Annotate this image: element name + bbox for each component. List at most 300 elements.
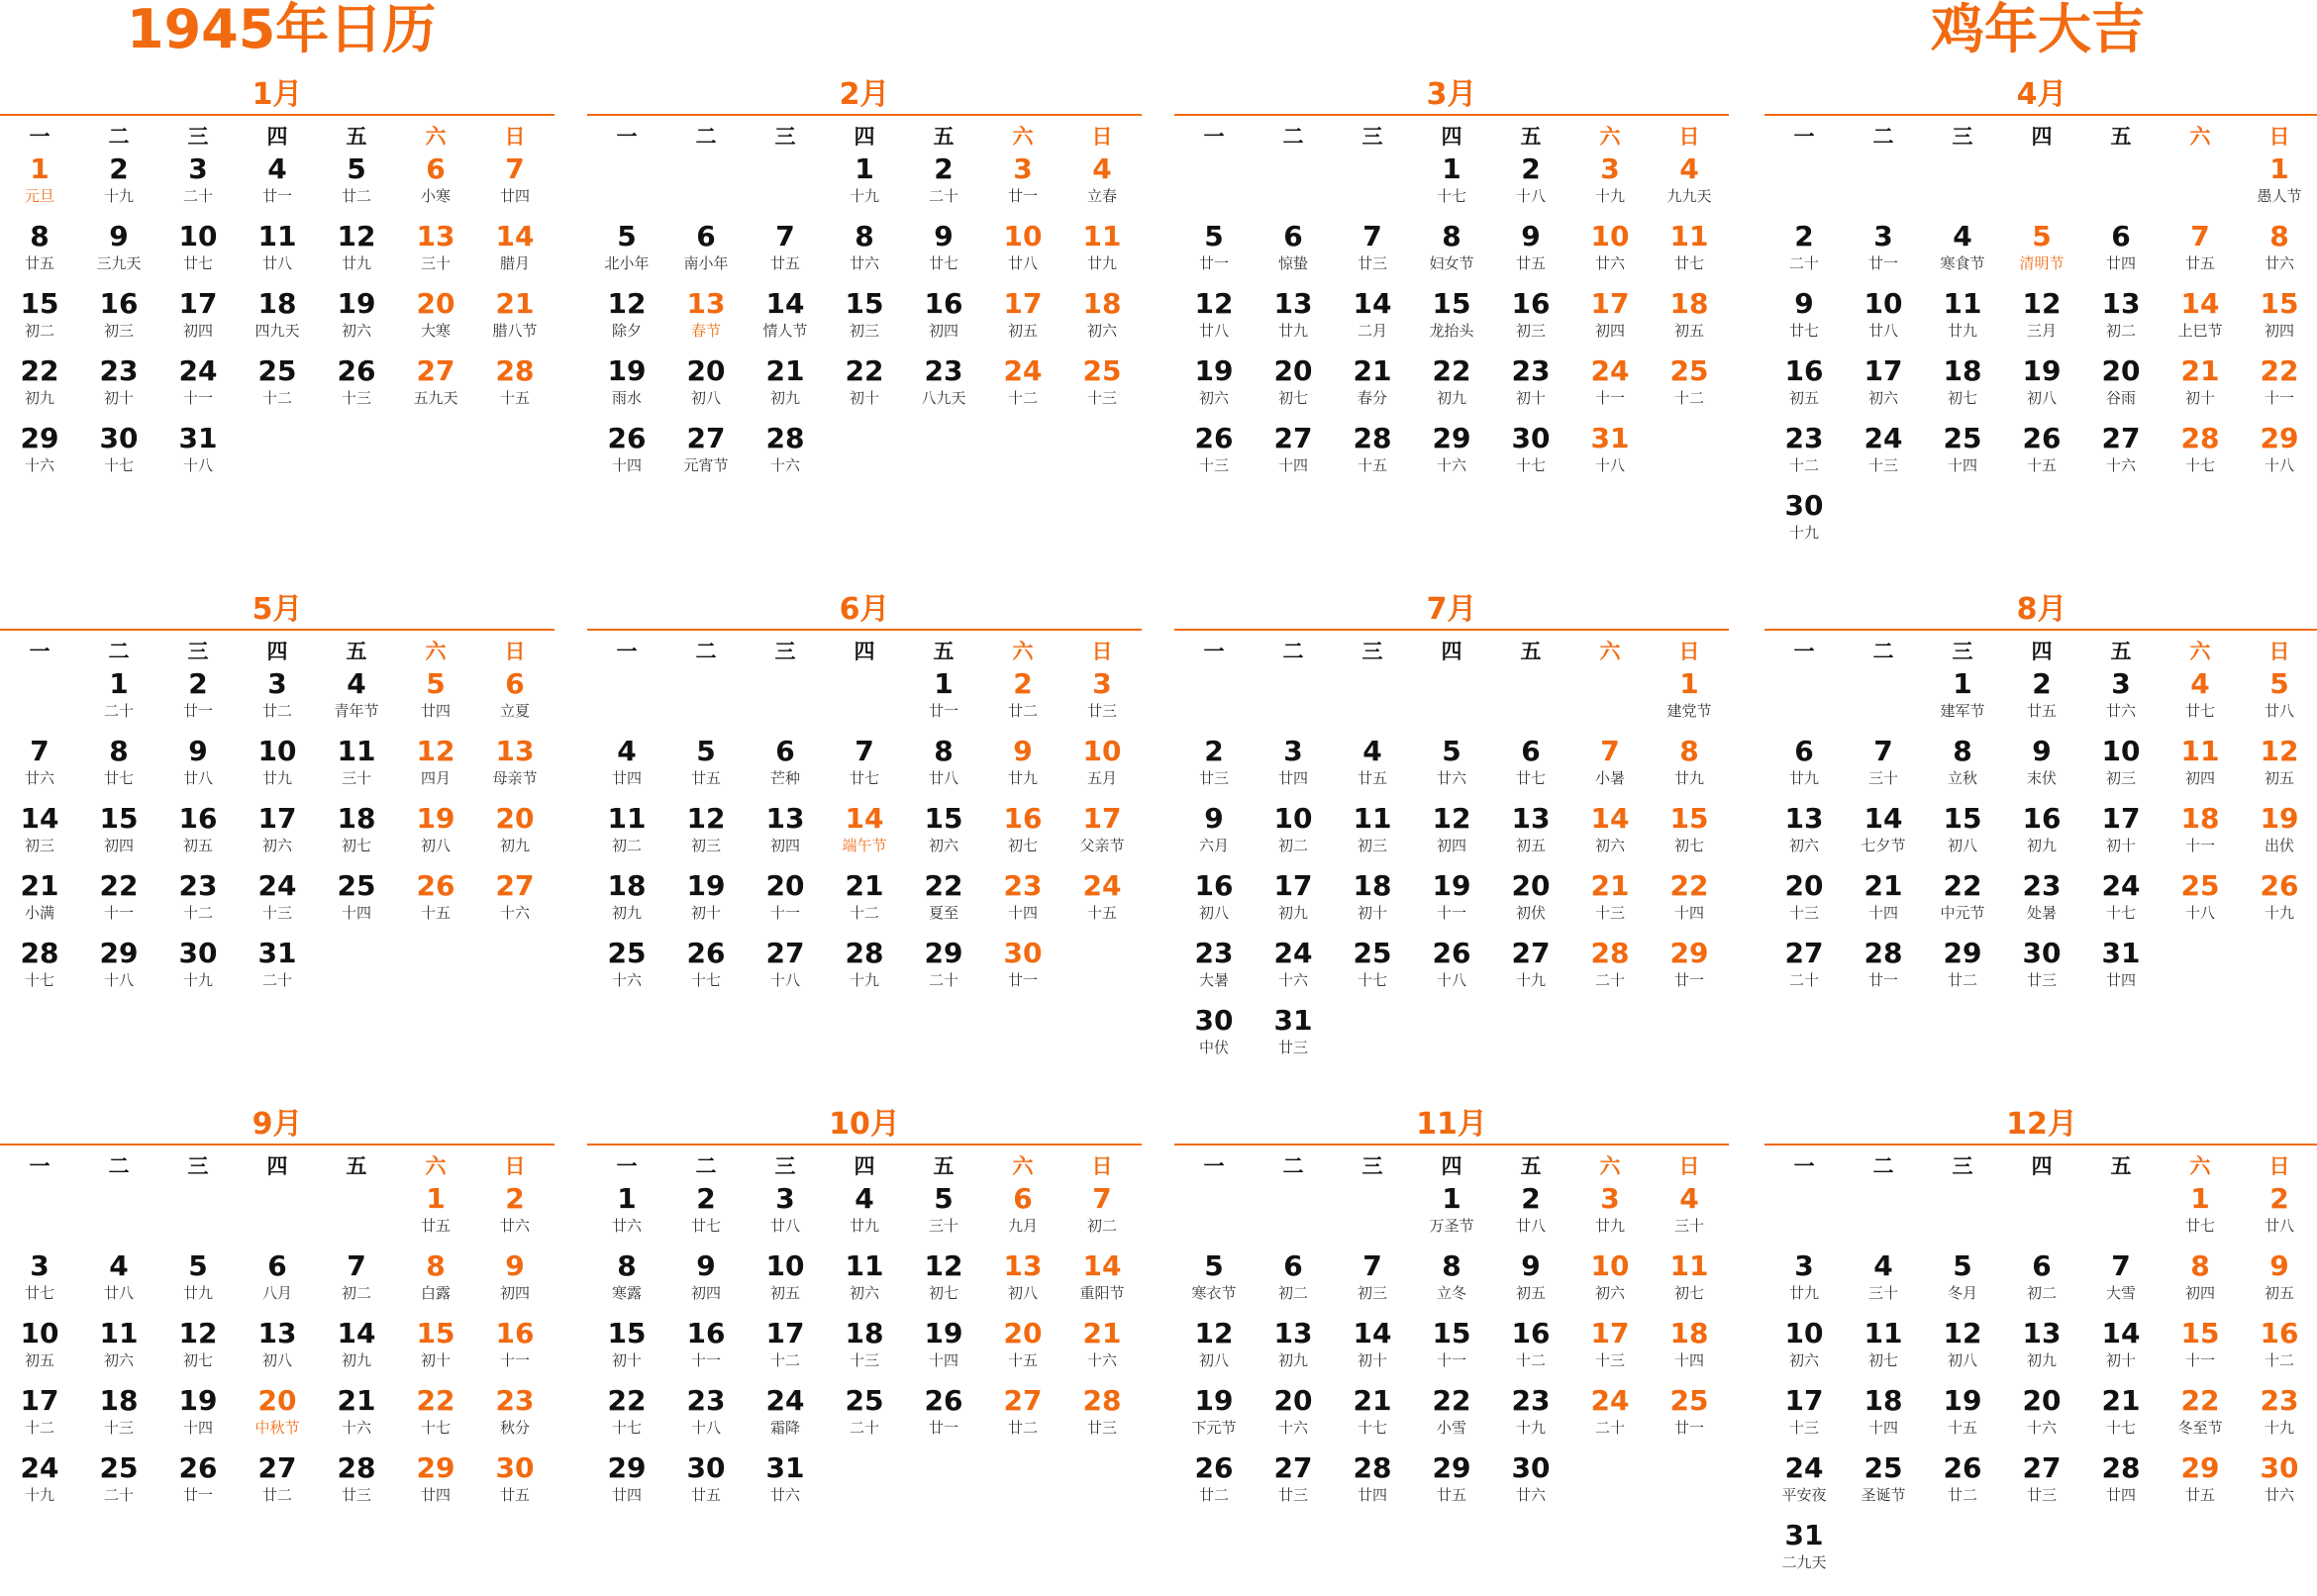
lunar-date: 端午节 (842, 837, 887, 854)
day-number: 3 (188, 152, 208, 185)
lunar-date: 十七 (690, 971, 721, 989)
lunar-date: 十六 (2026, 1419, 2057, 1437)
lunar-date: 十八 (690, 1419, 721, 1437)
lunar-date: 廿九 (1007, 769, 1038, 787)
lunar-date: 初四 (769, 837, 800, 854)
day-number: 23 (1194, 937, 1234, 969)
lunar-date: 廿三 (1086, 1419, 1117, 1437)
lunar-date: 十二 (849, 904, 879, 922)
weekday-header: 日 (1678, 125, 1700, 149)
lunar-date: 十七 (24, 971, 54, 989)
lunar-date: 初二 (611, 837, 642, 854)
day-cell (587, 422, 666, 485)
day-number: 29 (416, 1451, 455, 1484)
day-cell (1062, 802, 1142, 865)
lunar-date: 二十 (1594, 1419, 1625, 1437)
day-cell (746, 422, 825, 485)
lunar-date: 大雪 (2105, 1284, 2136, 1302)
lunar-date: 廿五 (1357, 769, 1387, 787)
day-cell (0, 1384, 79, 1447)
lunar-date: 廿六 (2105, 702, 2136, 720)
day-number: 19 (2260, 802, 2299, 835)
day-number: 21 (20, 869, 59, 902)
day-number: 8 (1679, 735, 1699, 767)
day-number: 8 (109, 735, 129, 767)
day-cell (238, 220, 317, 283)
day-number: 26 (686, 937, 726, 969)
day-number: 19 (2022, 354, 2062, 387)
weekday-header: 四 (2031, 640, 2053, 663)
day-cell (1412, 1182, 1491, 1246)
lunar-date: 十七 (2105, 1419, 2136, 1437)
lunar-date: 廿五 (24, 254, 54, 272)
day-cell (983, 220, 1062, 283)
weekday-header: 六 (425, 1154, 447, 1178)
weekday-header: 四 (2031, 1154, 2053, 1178)
lunar-date: 初十 (2105, 1351, 2136, 1369)
day-cell (158, 1451, 238, 1515)
day-number: 23 (1511, 1384, 1551, 1417)
month-9 (0, 1101, 554, 1596)
day-cell (587, 937, 666, 1000)
lunar-date: 中秋节 (254, 1419, 300, 1437)
weekday-header: 一 (616, 640, 638, 663)
day-number: 10 (765, 1249, 805, 1282)
day-cell (2161, 287, 2240, 350)
lunar-date: 初八 (261, 1351, 292, 1369)
lunar-date: 初五 (1673, 322, 1704, 340)
day-number: 2 (1204, 735, 1224, 767)
day-number: 17 (257, 802, 297, 835)
month-divider (0, 1144, 554, 1146)
day-cell (1254, 287, 1333, 350)
lunar-date: 廿五 (2026, 702, 2057, 720)
day-cell (1174, 937, 1254, 1000)
lunar-date: 初六 (1086, 322, 1117, 340)
lunar-date: 三九天 (96, 254, 142, 272)
day-number: 18 (1353, 869, 1392, 902)
day-cell (1923, 287, 2002, 350)
day-number: 13 (2101, 287, 2141, 320)
weekday-header: 五 (933, 640, 955, 663)
lunar-date: 十一 (1436, 1351, 1466, 1369)
day-cell (904, 152, 983, 216)
lunar-date: 十六 (24, 456, 54, 474)
day-number: 1 (1442, 1182, 1461, 1215)
day-number: 14 (1353, 287, 1392, 320)
day-cell (2240, 667, 2317, 731)
day-cell (2002, 287, 2081, 350)
day-cell (1844, 1317, 1923, 1380)
day-number: 14 (495, 220, 535, 252)
day-cell (1254, 1004, 1333, 1067)
day-cell (1570, 152, 1650, 216)
lunar-date: 初七 (1867, 1351, 1898, 1369)
day-number: 22 (924, 869, 963, 902)
lunar-date: 初九 (2026, 1351, 2057, 1369)
lunar-date: 初十 (103, 389, 134, 407)
day-number: 17 (1003, 287, 1043, 320)
day-cell (2240, 1317, 2317, 1380)
day-number: 23 (2260, 1384, 2299, 1417)
day-number: 13 (1784, 802, 1824, 835)
day-number: 18 (607, 869, 647, 902)
day-cell (79, 152, 158, 216)
day-cell (1412, 937, 1491, 1000)
day-number: 14 (845, 802, 884, 835)
day-cell (983, 1384, 1062, 1447)
lunar-date: 腊八节 (492, 322, 538, 340)
lunar-date: 廿一 (1007, 971, 1038, 989)
day-number: 8 (617, 1249, 637, 1282)
day-number: 27 (1511, 937, 1551, 969)
day-cell (2240, 1182, 2317, 1246)
day-number: 8 (855, 220, 874, 252)
day-number: 27 (765, 937, 805, 969)
day-cell (746, 735, 825, 798)
lunar-date: 十九 (849, 971, 879, 989)
day-number: 4 (347, 667, 366, 700)
lunar-date: 十七 (103, 456, 134, 474)
month-4 (1764, 71, 2317, 566)
day-number: 12 (924, 1249, 963, 1282)
lunar-date: 元旦 (24, 187, 54, 205)
lunar-date: 廿七 (1515, 769, 1546, 787)
lunar-date: 八月 (261, 1284, 292, 1302)
lunar-date: 廿九 (1788, 1284, 1819, 1302)
day-number: 8 (1442, 220, 1461, 252)
lunar-date: 初七 (1007, 837, 1038, 854)
lunar-date: 初五 (1788, 389, 1819, 407)
weekday-header: 六 (1012, 125, 1034, 149)
day-number: 4 (617, 735, 637, 767)
day-number: 28 (1864, 937, 1903, 969)
day-number: 25 (845, 1384, 884, 1417)
lunar-date: 妇女节 (1429, 254, 1474, 272)
day-number: 6 (267, 1249, 287, 1282)
day-cell (2240, 1384, 2317, 1447)
day-number: 28 (845, 937, 884, 969)
day-cell (0, 152, 79, 216)
day-number: 29 (2260, 422, 2299, 454)
day-cell (904, 667, 983, 731)
day-cell (1254, 937, 1333, 1000)
lunar-date: 廿九 (1594, 1217, 1625, 1235)
lunar-date: 建军节 (1940, 702, 1985, 720)
day-number: 14 (765, 287, 805, 320)
lunar-date: 初三 (2105, 769, 2136, 787)
lunar-date: 初二 (24, 322, 54, 340)
day-cell (475, 667, 554, 731)
day-cell (1412, 220, 1491, 283)
day-cell (0, 1317, 79, 1380)
lunar-date: 廿二 (1947, 971, 1977, 989)
day-cell (1844, 354, 1923, 418)
day-cell (475, 1384, 554, 1447)
weekday-header: 三 (1952, 1154, 1973, 1178)
lunar-date: 十四 (928, 1351, 958, 1369)
lunar-date: 初三 (103, 322, 134, 340)
day-cell (1491, 1384, 1570, 1447)
day-number: 16 (1194, 869, 1234, 902)
lunar-date: 雨水 (611, 389, 642, 407)
day-cell (666, 354, 746, 418)
weekday-header: 二 (108, 640, 130, 663)
lunar-date: 下元节 (1191, 1419, 1237, 1437)
day-number: 20 (2101, 354, 2141, 387)
day-number: 14 (2101, 1317, 2141, 1349)
day-cell (2161, 1249, 2240, 1313)
day-cell (1570, 1317, 1650, 1380)
lunar-date: 情人节 (762, 322, 808, 340)
day-number: 29 (1432, 422, 1471, 454)
day-number: 17 (20, 1384, 59, 1417)
lunar-date: 初七 (928, 1284, 958, 1302)
lunar-date: 十一 (182, 389, 213, 407)
day-number: 25 (1669, 354, 1709, 387)
day-number: 18 (1669, 287, 1709, 320)
day-number: 20 (1784, 869, 1824, 902)
weekday-header: 六 (1599, 125, 1621, 149)
day-number: 20 (686, 354, 726, 387)
lunar-date: 廿七 (2184, 1217, 2215, 1235)
lunar-date: 廿六 (611, 1217, 642, 1235)
lunar-date: 廿九 (1788, 769, 1819, 787)
lunar-date: 十四 (1947, 456, 1977, 474)
lunar-date: 十六 (611, 971, 642, 989)
day-number: 9 (1013, 735, 1033, 767)
day-cell (79, 287, 158, 350)
day-cell (317, 869, 396, 933)
weekday-header: 日 (1091, 125, 1113, 149)
day-cell (825, 354, 904, 418)
day-cell (0, 735, 79, 798)
day-number: 20 (1273, 1384, 1313, 1417)
day-cell (1174, 354, 1254, 418)
day-cell (317, 735, 396, 798)
lunar-date: 九月 (1007, 1217, 1038, 1235)
day-cell (1844, 220, 1923, 283)
lunar-date: 二十 (849, 1419, 879, 1437)
day-cell (1174, 1004, 1254, 1067)
day-cell (396, 1317, 475, 1380)
day-number: 12 (1194, 287, 1234, 320)
day-number: 19 (1432, 869, 1471, 902)
weekday-header: 五 (346, 125, 367, 149)
weekday-header: 六 (425, 640, 447, 663)
day-number: 28 (495, 354, 535, 387)
day-number: 4 (2190, 667, 2210, 700)
lunar-date: 十六 (1277, 971, 1308, 989)
day-number: 14 (337, 1317, 376, 1349)
day-number: 9 (1794, 287, 1814, 320)
lunar-date: 十四 (1277, 456, 1308, 474)
day-cell (2161, 1317, 2240, 1380)
day-cell (1174, 1384, 1254, 1447)
day-number: 5 (1953, 1249, 1972, 1282)
day-number: 4 (267, 152, 287, 185)
day-cell (158, 152, 238, 216)
lunar-date: 十三 (1867, 456, 1898, 474)
month-divider (1764, 114, 2317, 116)
day-number: 7 (775, 220, 795, 252)
weekday-header: 二 (695, 1154, 717, 1178)
day-number: 18 (1943, 354, 1982, 387)
lunar-date: 中元节 (1940, 904, 1985, 922)
day-cell (396, 287, 475, 350)
day-number: 1 (1442, 152, 1461, 185)
day-cell (1174, 287, 1254, 350)
day-number: 1 (855, 152, 874, 185)
day-number: 12 (337, 220, 376, 252)
day-cell (1412, 1249, 1491, 1313)
day-cell (2002, 735, 2081, 798)
lunar-date: 十五 (2026, 456, 2057, 474)
day-cell (1650, 354, 1729, 418)
day-number: 20 (765, 869, 805, 902)
lunar-date: 十七 (2105, 904, 2136, 922)
lunar-date: 重阳节 (1079, 1284, 1125, 1302)
lunar-date: 初六 (1594, 1284, 1625, 1302)
day-cell (825, 937, 904, 1000)
lunar-date: 九九天 (1666, 187, 1712, 205)
day-cell (1491, 735, 1570, 798)
month-divider (0, 114, 554, 116)
day-cell (1254, 422, 1333, 485)
day-cell (1570, 354, 1650, 418)
day-cell (238, 152, 317, 216)
lunar-date: 二十 (182, 187, 213, 205)
day-number: 27 (495, 869, 535, 902)
lunar-date: 廿五 (499, 1486, 530, 1504)
weekday-header: 日 (2268, 125, 2290, 149)
day-cell (587, 1317, 666, 1380)
day-number: 13 (416, 220, 455, 252)
lunar-date: 十一 (2264, 389, 2294, 407)
day-number: 18 (1669, 1317, 1709, 1349)
day-number: 11 (1669, 1249, 1709, 1282)
lunar-date: 腊月 (499, 254, 530, 272)
day-number: 6 (1013, 1182, 1033, 1215)
lunar-date: 廿八 (2264, 702, 2294, 720)
day-cell (475, 1182, 554, 1246)
lunar-date: 万圣节 (1429, 1217, 1474, 1235)
day-cell (1174, 1317, 1254, 1380)
lunar-date: 廿三 (1198, 769, 1229, 787)
lunar-date: 廿五 (1515, 254, 1546, 272)
lunar-date: 南小年 (683, 254, 729, 272)
lunar-date: 初七 (182, 1351, 213, 1369)
lunar-date: 夏至 (928, 904, 958, 922)
day-cell (1491, 1249, 1570, 1313)
day-number: 25 (99, 1451, 139, 1484)
lunar-date: 廿一 (182, 702, 213, 720)
lunar-date: 十四 (1007, 904, 1038, 922)
day-number: 1 (2269, 152, 2289, 185)
month-6 (587, 586, 1142, 1081)
day-cell (1764, 1451, 1844, 1515)
day-cell (0, 802, 79, 865)
lunar-date: 小满 (24, 904, 54, 922)
day-number: 19 (1194, 354, 1234, 387)
day-number: 11 (257, 220, 297, 252)
day-number: 30 (1784, 489, 1824, 522)
lunar-date: 寒露 (611, 1284, 642, 1302)
day-number: 10 (257, 735, 297, 767)
lunar-date: 初五 (2264, 1284, 2294, 1302)
day-number: 7 (2111, 1249, 2131, 1282)
lunar-date: 廿四 (611, 1486, 642, 1504)
day-cell (2081, 869, 2161, 933)
day-number: 3 (775, 1182, 795, 1215)
day-number: 11 (337, 735, 376, 767)
day-cell (1062, 1317, 1142, 1380)
day-cell (79, 422, 158, 485)
lunar-date: 除夕 (611, 322, 642, 340)
day-number: 27 (2022, 1451, 2062, 1484)
day-cell (79, 1249, 158, 1313)
lunar-date: 初二 (1277, 837, 1308, 854)
day-number: 25 (1669, 1384, 1709, 1417)
lunar-date: 廿五 (1436, 1486, 1466, 1504)
day-number: 22 (99, 869, 139, 902)
lunar-date: 初十 (2105, 837, 2136, 854)
day-cell (1062, 735, 1142, 798)
weekday-header: 日 (1678, 640, 1700, 663)
day-cell (1650, 220, 1729, 283)
day-number: 23 (2022, 869, 2062, 902)
lunar-date: 初八 (1198, 1351, 1229, 1369)
day-number: 22 (1943, 869, 1982, 902)
lunar-date: 初六 (261, 837, 292, 854)
day-number: 18 (337, 802, 376, 835)
day-cell (2002, 1317, 2081, 1380)
day-cell (1844, 735, 1923, 798)
day-number: 12 (1432, 802, 1471, 835)
day-cell (475, 869, 554, 933)
lunar-date: 廿二 (1007, 702, 1038, 720)
day-number: 11 (1669, 220, 1709, 252)
day-number: 28 (2180, 422, 2220, 454)
lunar-date: 初十 (1357, 904, 1387, 922)
day-number: 5 (426, 667, 446, 700)
day-number: 14 (20, 802, 59, 835)
day-number: 3 (1600, 152, 1620, 185)
day-cell (1062, 869, 1142, 933)
lunar-date: 大暑 (1198, 971, 1229, 989)
day-cell (2240, 735, 2317, 798)
day-cell (2240, 422, 2317, 485)
day-cell (1764, 1384, 1844, 1447)
lunar-date: 惊蛰 (1277, 254, 1308, 272)
day-cell (904, 1317, 983, 1380)
day-cell (1764, 1519, 1844, 1582)
month-8 (1764, 586, 2317, 1081)
day-cell (396, 802, 475, 865)
day-number: 24 (1003, 354, 1043, 387)
day-cell (317, 220, 396, 283)
day-number: 17 (1590, 287, 1630, 320)
day-number: 14 (1082, 1249, 1122, 1282)
weekday-header: 二 (1282, 1154, 1304, 1178)
day-number: 26 (1194, 422, 1234, 454)
weekday-header: 五 (2110, 125, 2132, 149)
day-cell (666, 937, 746, 1000)
day-cell (0, 1451, 79, 1515)
day-number: 11 (1943, 287, 1982, 320)
lunar-date: 廿九 (1086, 254, 1117, 272)
day-cell (825, 1384, 904, 1447)
